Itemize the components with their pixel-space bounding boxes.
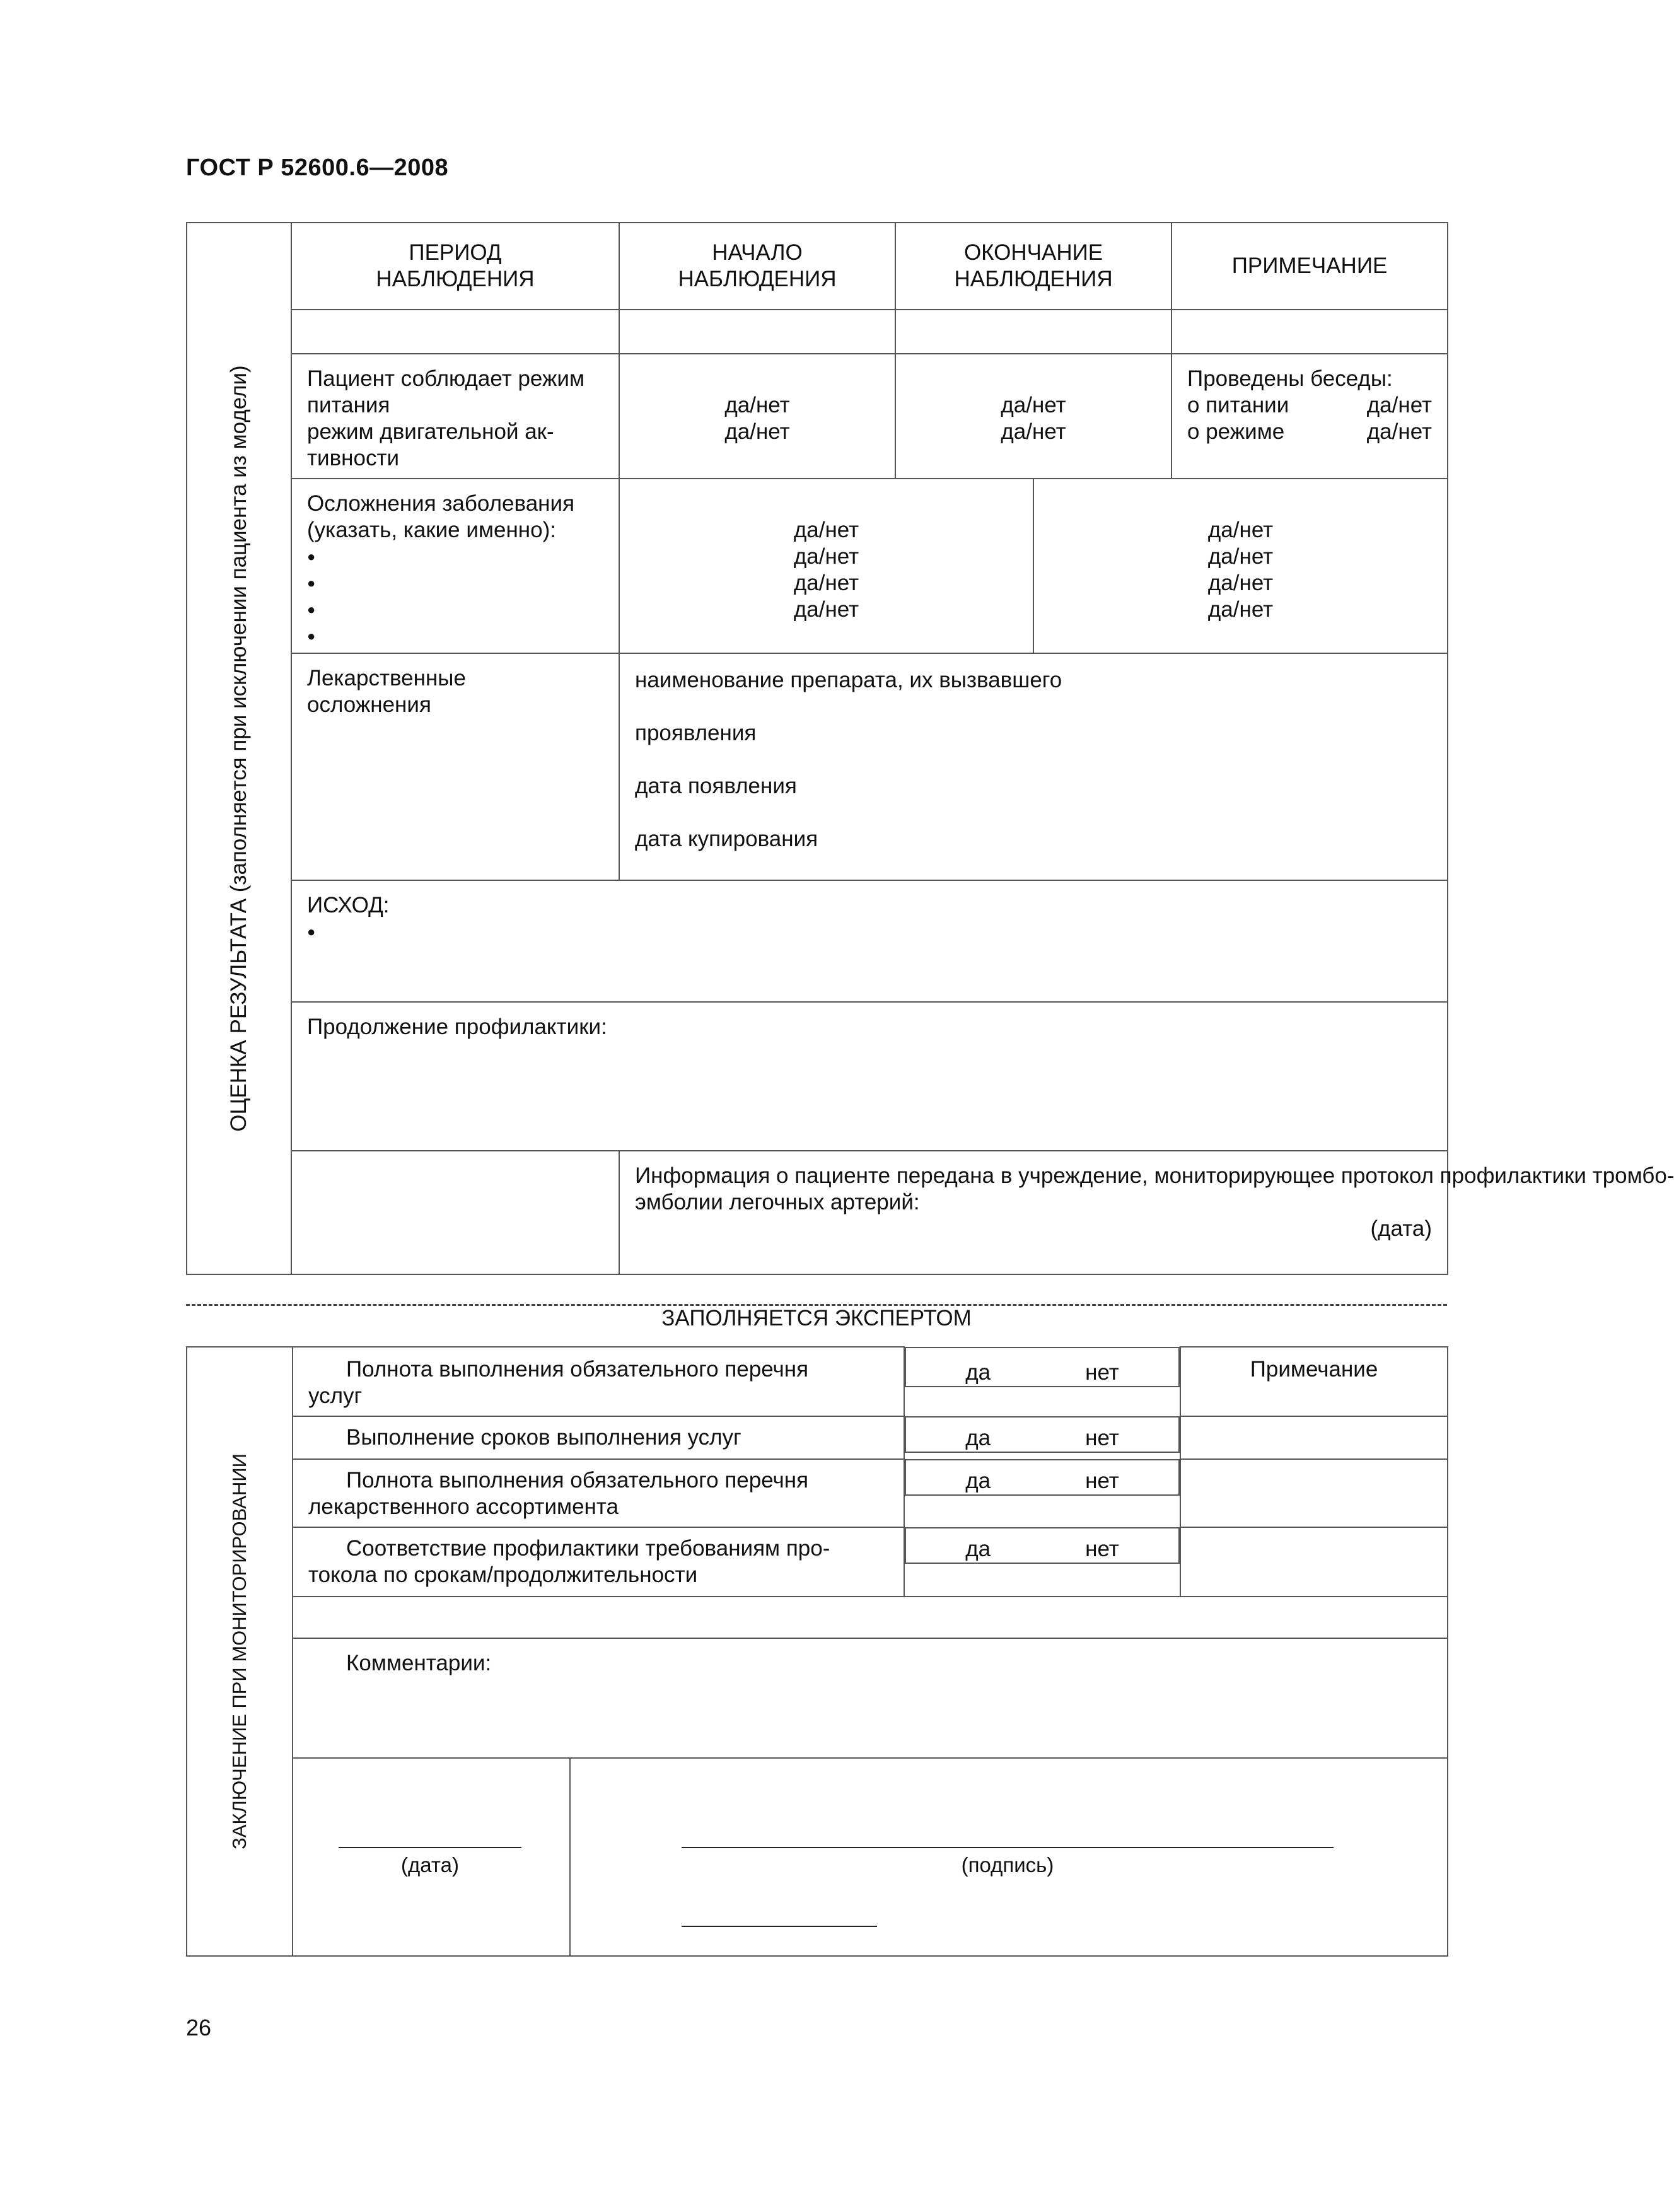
check-row-2-note[interactable]	[1180, 1416, 1448, 1459]
outcome-cell[interactable]: ИСХОД: ●	[291, 880, 1448, 1002]
empty-row[interactable]	[293, 1597, 1448, 1638]
signature-cell[interactable]	[570, 1758, 1448, 1956]
drug-fields[interactable]: наименование препарата, их вызвавшего проявления дата появления дата купирования	[619, 653, 1448, 880]
result-side-label: ОЦЕНКА РЕЗУЛЬТАТА (заполняется при исключении пациента из модели)	[226, 365, 251, 1132]
empty-note-cell[interactable]	[1171, 310, 1448, 354]
check-row-1-yesno[interactable]: да нет	[905, 1347, 1180, 1387]
check-row-3-label: Полнота выполнения обязательного перечня лекарственного ассортимента	[293, 1459, 904, 1527]
complications-left-values[interactable]: да/нет да/нет да/нет да/нет	[619, 479, 1033, 653]
check-row-2-label: Выполнение сроков выполнения услуг	[293, 1416, 904, 1459]
check-row-3-yesno[interactable]: да нет	[905, 1459, 1180, 1496]
continuation-cell[interactable]: Продолжение профилактики:	[291, 1002, 1448, 1151]
complications-right-values[interactable]: да/нет да/нет да/нет да/нет	[1033, 479, 1448, 653]
signature-label: (подпись)	[961, 1853, 1054, 1877]
bullet-4	[307, 623, 603, 649]
comments-cell[interactable]: Комментарии:	[293, 1638, 1448, 1758]
talk-nutrition: о питании да/нет	[1187, 393, 1433, 417]
header-start: НАЧАЛО НАБЛЮДЕНИЯ	[619, 223, 895, 310]
check-row-4-note[interactable]	[1180, 1527, 1448, 1597]
regime-talks[interactable]: Проведены беседы: о питании да/нет о режиме да/нет	[1171, 354, 1448, 479]
conclusion-side-label-cell	[187, 1347, 293, 1956]
info-side-cell	[291, 1151, 619, 1274]
empty-end-cell[interactable]	[895, 310, 1171, 354]
bullet-3	[307, 597, 603, 623]
note-header: Примечание	[1180, 1347, 1448, 1416]
result-side-label-cell	[187, 223, 291, 1274]
header-note: ПРИМЕЧАНИЕ	[1171, 223, 1448, 310]
regime-end-values[interactable]: да/нет да/нет	[895, 354, 1171, 479]
bullet-1	[307, 544, 603, 570]
date-underline	[339, 1847, 521, 1848]
bullet-2	[307, 570, 603, 597]
conclusion-side-label: ЗАКЛЮЧЕНИЕ ПРИ МОНИТОРИРОВАНИИ	[228, 1453, 250, 1849]
page-number: 26	[186, 2015, 212, 2040]
regime-start-values[interactable]: да/нет да/нет	[619, 354, 895, 479]
drug-label: Лекарственные осложнения	[291, 653, 619, 880]
check-row-4-label: Соответствие профилактики требованиям про- токола по срокам/продолжительности	[293, 1527, 904, 1597]
empty-start-cell[interactable]	[619, 310, 895, 354]
header-period: ПЕРИОД НАБЛЮДЕНИЯ	[291, 223, 619, 310]
regime-label: Пациент соблюдает режим питания режим двигательной ак- тивности	[291, 354, 619, 479]
result-assessment-table	[186, 222, 1674, 1275]
date-signature-cell[interactable]	[293, 1758, 570, 1956]
info-cell[interactable]: Информация о пациенте передана в учреждение, мониторирующее протокол профилактики тромбо- эмболии легочных артерий: (дата)	[619, 1151, 1448, 1274]
complications-label: Осложнения заболевания (указать, какие именно): ● ● ● ●	[291, 479, 619, 653]
header-end: ОКОНЧАНИЕ НАБЛЮДЕНИЯ	[895, 223, 1171, 310]
expert-divider-label: ЗАПОЛНЯЕТСЯ ЭКСПЕРТОМ	[661, 1306, 972, 1330]
monitoring-conclusion-table	[186, 1346, 1448, 1957]
check-row-1-label: Полнота выполнения обязательного перечня услуг	[293, 1347, 904, 1416]
check-row-3-note[interactable]	[1180, 1459, 1448, 1527]
empty-period-cell[interactable]	[291, 310, 619, 354]
check-row-4-yesno[interactable]: да нет	[905, 1527, 1180, 1564]
date-label: (дата)	[401, 1853, 459, 1877]
name-underline	[682, 1926, 877, 1927]
page-header: ГОСТ Р 52600.6—2008	[186, 154, 449, 181]
info-date-label: (дата)	[1370, 1216, 1433, 1241]
talk-regime: о режиме да/нет	[1187, 419, 1433, 444]
outcome-bullet	[307, 919, 1432, 945]
check-row-2-yesno[interactable]: да нет	[905, 1416, 1180, 1453]
signature-underline	[682, 1847, 1334, 1848]
